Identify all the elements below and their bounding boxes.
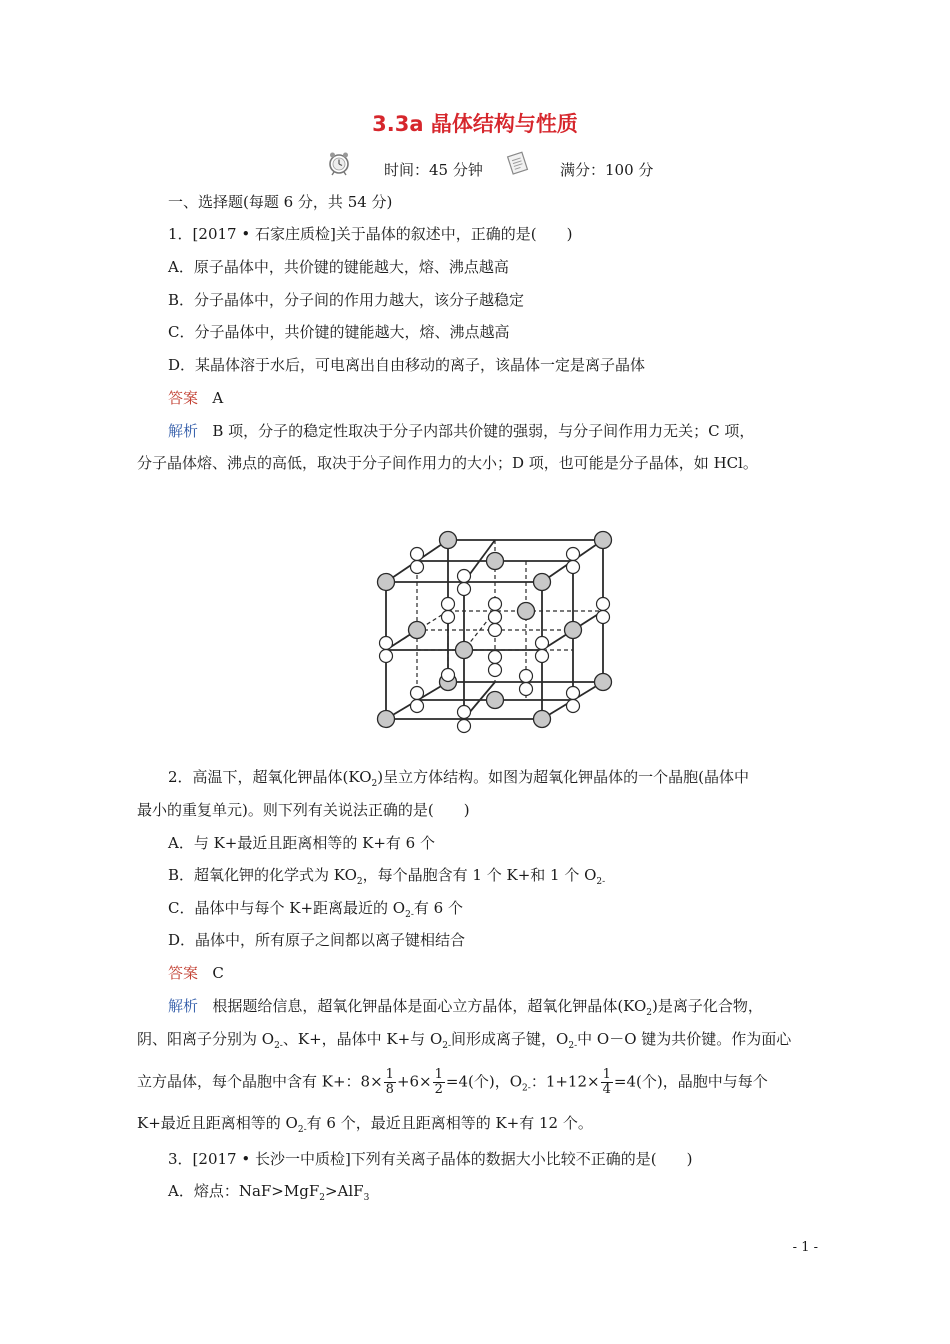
clock-icon — [326, 150, 352, 176]
q2-analysis-line-4 — [0, 1113, 950, 1140]
q1-answer — [0, 388, 950, 408]
text-run: ：1+12× — [530, 1072, 600, 1091]
subscript: 2- — [596, 877, 606, 887]
answer-label: 答案 — [168, 389, 199, 407]
q2-analysis-line-1 — [0, 996, 950, 1023]
answer-value: C — [212, 964, 224, 982]
q2-option-b — [0, 865, 950, 892]
text-run: =4(个)，晶胞中与每个 — [613, 1072, 768, 1091]
subscript: 2- — [568, 1041, 578, 1051]
page-number: - 1 - — [792, 1240, 818, 1255]
subscript: 2- — [522, 1083, 531, 1094]
text-run: 、K+，晶体中 K+与 O — [282, 1030, 443, 1048]
text-run: 立方晶体，每个晶胞中含有 K+：8× — [137, 1072, 383, 1091]
q2-answer — [0, 963, 950, 983]
q2-analysis-line-2 — [0, 1029, 950, 1056]
text-run: 根据题给信息，超氧化钾晶体是面心立方晶体，超氧化钾晶体(KO — [212, 997, 647, 1015]
text-run: +6× — [396, 1072, 432, 1091]
denominator: 4 — [602, 1082, 611, 1097]
analysis-label: 解析 — [168, 422, 199, 440]
q2-stem-line-1 — [0, 767, 950, 794]
subscript: 2 — [319, 1193, 325, 1203]
text-run: C．晶体中与每个 K+距离最近的 O — [168, 899, 406, 917]
text-run: 阴、阳离子分别为 O — [137, 1030, 275, 1048]
subscript: 2- — [405, 910, 414, 920]
denominator: 2 — [434, 1082, 443, 1097]
subscript: 2 — [646, 1008, 653, 1018]
ko2-unit-cell-figure — [370, 520, 620, 750]
q1-option-c: C．分子晶体中，共价键的键能越大，熔、沸点越高 — [168, 323, 510, 341]
subscript: 2- — [274, 1041, 283, 1051]
subscript: 2 — [371, 779, 378, 789]
q1-stem: 1．[2017 • 石家庄质检]关于晶体的叙述中，正确的是( ) — [168, 225, 573, 243]
q2-option-d: D．晶体中，所有原子之间都以离子键相结合 — [168, 931, 466, 949]
time-limit: 时间：45 分钟 — [384, 161, 483, 179]
q3-stem: 3．[2017 • 长沙一中质检]下列有关离子晶体的数据大小比较不正确的是( ) — [168, 1150, 693, 1168]
subscript: 3 — [363, 1193, 370, 1203]
numerator: 1 — [434, 1067, 443, 1082]
answer-value: A — [212, 389, 224, 407]
paper-icon — [505, 151, 531, 175]
text-run: )呈立方体结构。如图为超氧化钾晶体的一个晶胞(晶体中 — [377, 768, 749, 786]
analysis-label: 解析 — [168, 997, 199, 1015]
text-run: 有 6 个，最近且距离相等的 K+有 12 个。 — [306, 1114, 593, 1132]
text-run: 2．高温下，超氧化钾晶体(KO — [168, 768, 372, 786]
numerator: 1 — [602, 1067, 611, 1082]
fraction-1-8 — [384, 1068, 396, 1097]
text-run: >AlF — [324, 1182, 364, 1200]
q1-analysis-line-2: 分子晶体熔、沸点的高低，取决于分子间作用力的大小；D 项，也可能是分子晶体，如 HCl。 — [137, 454, 758, 472]
answer-label: 答案 — [168, 964, 199, 982]
text-run: B．超氧化钾的化学式为 KO — [168, 866, 357, 884]
q1-option-d: D．某晶体溶于水后，可电离出自由移动的离子，该晶体一定是离子晶体 — [168, 356, 646, 374]
text-run: 间形成离子键，O — [451, 1030, 569, 1048]
numerator: 1 — [385, 1067, 394, 1082]
q3-option-a — [0, 1181, 950, 1208]
text-run: =4(个)，O — [445, 1072, 523, 1091]
q1-analysis-line-1 — [0, 421, 950, 441]
q2-option-c — [0, 898, 950, 925]
section-heading: 一、选择题(每题 6 分，共 54 分) — [168, 193, 393, 211]
subscript: 2- — [442, 1041, 452, 1051]
subscript: 2- — [297, 1125, 307, 1135]
q2-option-a: A．与 K+最近且距离相等的 K+有 6 个 — [168, 834, 435, 852]
text-run: 有 6 个 — [413, 899, 463, 917]
full-score: 满分：100 分 — [560, 161, 654, 179]
q2-stem-line-2: 最小的重复单元)。则下列有关说法正确的是( ) — [137, 801, 470, 819]
denominator: 8 — [385, 1082, 394, 1097]
text-run: A．熔点：NaF>MgF — [168, 1182, 320, 1200]
text-run: 中 O－O 键为共价键。作为面心 — [577, 1030, 792, 1048]
analysis-text: B 项，分子的稳定性取决于分子内部共价键的强弱，与分子间作用力无关；C 项， — [212, 422, 755, 440]
subscript: 2 — [356, 877, 363, 887]
text-run: )是离子化合物， — [652, 997, 763, 1015]
text-run: K+最近且距离相等的 O — [137, 1114, 298, 1132]
q1-option-b: B．分子晶体中，分子间的作用力越大，该分子越稳定 — [168, 291, 525, 309]
text-run: ，每个晶胞含有 1 个 K+和 1 个 O — [362, 866, 597, 884]
q2-analysis-line-3 — [0, 1068, 950, 1099]
page-title: 3.3a 晶体结构与性质 — [372, 112, 578, 136]
fraction-1-4 — [601, 1068, 613, 1097]
q1-option-a: A．原子晶体中，共价键的键能越大，熔、沸点越高 — [168, 258, 509, 276]
fraction-1-2 — [433, 1068, 445, 1097]
